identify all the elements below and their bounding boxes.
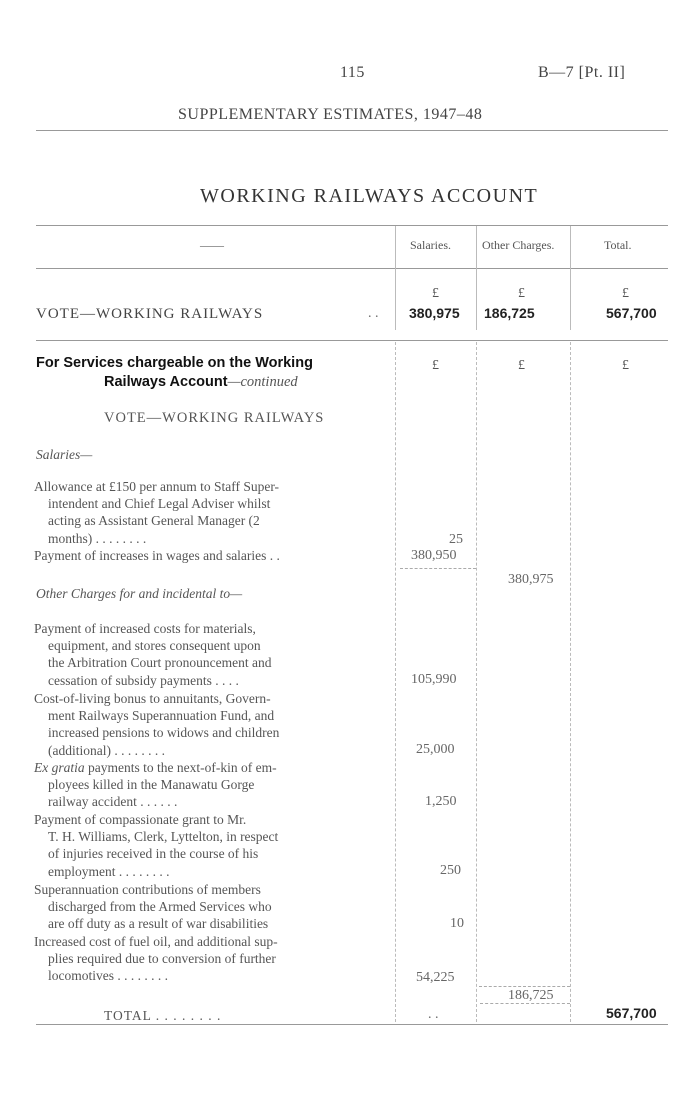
item-line: plies required due to conversion of further	[48, 951, 276, 967]
ex-gratia-term: Ex gratia	[34, 760, 85, 775]
salary-item	[34, 478, 389, 547]
summary-rule	[36, 340, 668, 341]
currency-symbol: £	[622, 358, 629, 373]
item-line: discharged from the Armed Services who	[48, 899, 272, 915]
vote-summary-label: VOTE—WORKING RAILWAYS	[36, 306, 264, 322]
column-separator	[570, 226, 571, 330]
other-charge-amount: 1,250	[425, 794, 457, 809]
item-line: Ex gratia payments to the next-of-kin of em-	[34, 760, 277, 775]
header-rule	[36, 130, 668, 131]
page-subtitle: SUPPLEMENTARY ESTIMATES, 1947–48	[178, 106, 483, 123]
item-line: employment . . . . . . . .	[48, 863, 170, 879]
currency-symbol: £	[518, 358, 525, 373]
other-charges-heading: Other Charges for and incidental to—	[36, 586, 243, 601]
column-head-other-charges: Other Charges.	[482, 238, 555, 252]
section-heading-line2	[104, 373, 298, 391]
page-number: 115	[340, 64, 365, 81]
salaries-heading: Salaries—	[36, 447, 93, 462]
total-rule	[480, 1003, 570, 1004]
other-charges-subtotal: 186,725	[508, 988, 554, 1003]
currency-symbol: £	[432, 358, 439, 373]
other-charge-amount: 250	[440, 863, 461, 878]
salary-amount: 25	[449, 532, 463, 547]
item-line: railway accident . . . . . .	[48, 794, 178, 810]
item-line: cessation of subsidy payments . . . .	[48, 672, 239, 688]
column-separator	[476, 342, 477, 1022]
vote-summary-salaries: 380,975	[409, 305, 460, 321]
currency-symbol: £	[518, 286, 525, 301]
item-line: Payment of increases in wages and salaries . .	[34, 548, 280, 563]
item-line: Payment of compassionate grant to Mr.	[34, 812, 247, 827]
item-line: Allowance at £150 per annum to Staff Super-	[34, 479, 280, 494]
leader-dots: . .	[368, 306, 379, 321]
section-vote-title: VOTE—WORKING RAILWAYS	[104, 410, 325, 426]
vote-summary-other-charges: 186,725	[484, 305, 535, 321]
reference-main: B—7	[538, 64, 575, 81]
item-line: equipment, and stores consequent upon	[48, 638, 261, 654]
column-head-salaries: Salaries.	[410, 238, 451, 252]
column-head-blank: ——	[200, 238, 224, 252]
currency-symbol: £	[432, 286, 439, 301]
item-line: locomotives . . . . . . . .	[48, 968, 168, 984]
account-title: WORKING RAILWAYS ACCOUNT	[200, 185, 539, 207]
salary-amount: 380,950	[411, 548, 457, 563]
section-heading-continued: —continued	[227, 374, 298, 390]
column-head-total: Total.	[604, 238, 632, 252]
item-line: of injuries received in the course of his	[48, 846, 259, 862]
reference-part: [Pt. II]	[578, 64, 626, 81]
item-line: months) . . . . . . . .	[48, 530, 147, 546]
item-line: Superannuation contributions of members	[34, 882, 261, 897]
vote-summary-total: 567,700	[606, 305, 657, 321]
column-separator	[395, 226, 396, 330]
document-reference	[538, 64, 625, 82]
item-line: T. H. Williams, Clerk, Lyttelton, in respect	[48, 829, 279, 845]
table-top-rule	[36, 225, 668, 226]
column-separator	[570, 342, 571, 1022]
item-line: (additional) . . . . . . . .	[48, 742, 165, 758]
section-heading-account: Railways Account	[104, 374, 228, 390]
item-line: Cost-of-living bonus to annuitants, Govern-	[34, 691, 271, 706]
column-separator	[476, 226, 477, 330]
other-charge-item	[34, 620, 389, 689]
item-line: intendent and Chief Legal Adviser whilst	[48, 496, 271, 512]
other-charge-item	[34, 933, 389, 985]
bottom-rule	[36, 1024, 668, 1025]
other-charge-item	[34, 811, 389, 880]
other-charge-amount: 25,000	[416, 742, 455, 757]
total-salaries-placeholder: . .	[428, 1007, 439, 1022]
salaries-subtotal: 380,975	[508, 572, 554, 587]
other-charge-item	[34, 690, 389, 759]
item-line: ployees killed in the Manawatu Gorge	[48, 777, 255, 793]
item-line: ment Railways Superannuation Fund, and	[48, 708, 275, 724]
item-line: are off duty as a result of war disabilities	[48, 916, 269, 932]
item-line: Payment of increased costs for materials,	[34, 621, 256, 636]
item-line: increased pensions to widows and children	[48, 725, 280, 741]
item-line: Increased cost of fuel oil, and additional sup-	[34, 934, 278, 949]
item-line: the Arbitration Court pronouncement and	[48, 655, 272, 671]
other-charge-amount: 10	[450, 916, 464, 931]
subtotal-rule	[479, 986, 570, 987]
column-separator	[395, 342, 396, 1022]
subtotal-rule	[400, 568, 476, 569]
salary-item	[34, 547, 389, 564]
other-charge-amount: 54,225	[416, 970, 455, 985]
currency-symbol: £	[622, 286, 629, 301]
grand-total: 567,700	[606, 1005, 657, 1021]
total-label: TOTAL . . . . . . . .	[104, 1008, 222, 1023]
column-head-rule	[36, 268, 668, 269]
section-heading-line1: For Services chargeable on the Working	[36, 355, 313, 371]
item-line: acting as Assistant General Manager (2	[48, 513, 260, 529]
other-charge-item	[34, 881, 389, 933]
other-charge-amount: 105,990	[411, 672, 457, 687]
other-charge-item	[34, 759, 389, 811]
